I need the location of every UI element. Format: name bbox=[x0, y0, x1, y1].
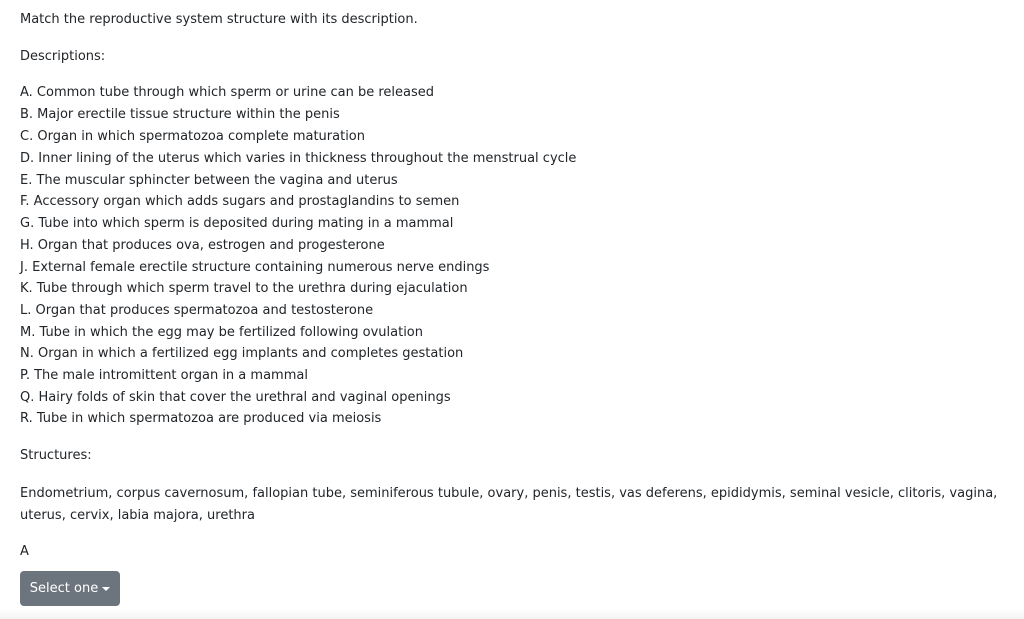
description-item: A. Common tube through which sperm or urine can be released bbox=[20, 85, 435, 100]
description-item: R. Tube in which spermatozoa are produced via meiosis bbox=[20, 411, 382, 426]
select-one-dropdown[interactable] bbox=[20, 571, 120, 606]
description-item: M. Tube in which the egg may be fertilized following ovulation bbox=[20, 325, 423, 340]
caret-down-icon bbox=[102, 587, 110, 591]
answer-item-label: A bbox=[20, 544, 29, 559]
description-item: E. The muscular sphincter between the vagina and uterus bbox=[20, 173, 398, 188]
descriptions-heading: Descriptions: bbox=[20, 49, 106, 64]
description-item: J. External female erectile structure containing numerous nerve endings bbox=[20, 260, 490, 275]
description-item: L. Organ that produces spermatozoa and testosterone bbox=[20, 303, 374, 318]
dropdown-label: Select one bbox=[29, 581, 99, 596]
description-item: F. Accessory organ which adds sugars and prostaglandins to semen bbox=[20, 194, 460, 209]
description-item: D. Inner lining of the uterus which varies in thickness throughout the menstrual cycle bbox=[20, 151, 577, 166]
description-item: G. Tube into which sperm is deposited during mating in a mammal bbox=[20, 216, 454, 231]
structures-heading: Structures: bbox=[20, 448, 92, 463]
bottom-shadow bbox=[0, 609, 1024, 619]
description-item: B. Major erectile tissue structure within the penis bbox=[20, 107, 340, 122]
description-item: Q. Hairy folds of skin that cover the urethral and vaginal openings bbox=[20, 390, 451, 405]
structures-list: Endometrium, corpus cavernosum, fallopian tube, seminiferous tubule, ovary, penis, testis, vas deferens, epididymis, seminal vesicle, clitoris, vagina, uterus, cervix, labia majora, urethra bbox=[20, 486, 998, 523]
description-item: C. Organ in which spermatozoa complete maturation bbox=[20, 129, 365, 144]
question-prompt: Match the reproductive system structure with its description. bbox=[20, 12, 418, 27]
description-item: K. Tube through which sperm travel to the urethra during ejaculation bbox=[20, 281, 468, 296]
description-item: H. Organ that produces ova, estrogen and progesterone bbox=[20, 238, 385, 253]
description-item: N. Organ in which a fertilized egg implants and completes gestation bbox=[20, 346, 464, 361]
description-item: P. The male intromittent organ in a mammal bbox=[20, 368, 308, 383]
